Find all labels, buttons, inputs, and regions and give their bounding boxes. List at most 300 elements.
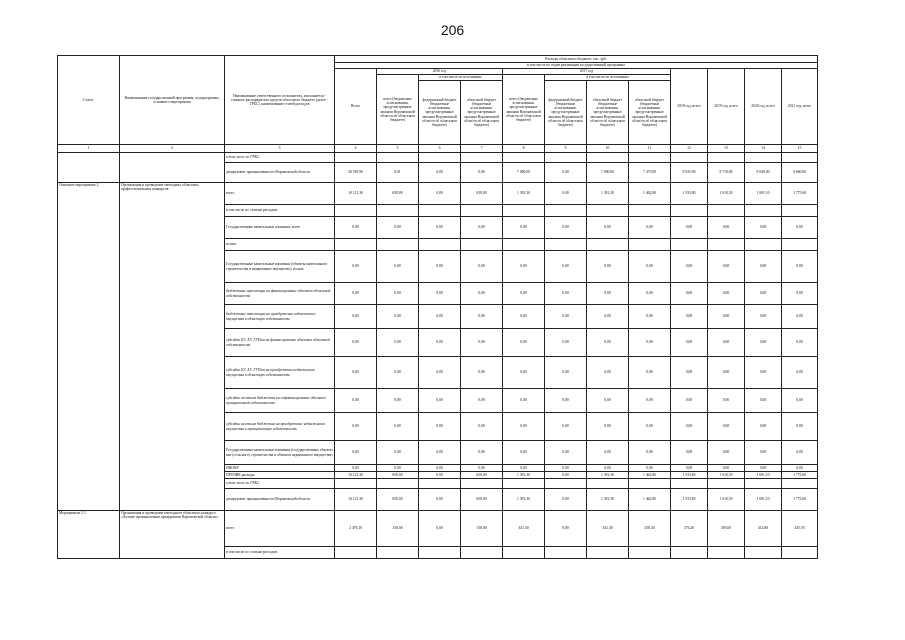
value-cell: 0,00 bbox=[782, 357, 818, 389]
value-cell: 1 610,50 bbox=[708, 489, 745, 511]
value-cell: 658,00 bbox=[377, 183, 419, 205]
value-cell: 0,00 bbox=[503, 329, 545, 357]
value-cell: 0,00 bbox=[419, 465, 461, 472]
table-row bbox=[58, 153, 818, 163]
value-cell: 0,00 bbox=[587, 465, 629, 472]
value-cell: 0,00 bbox=[419, 389, 461, 413]
value-cell: 0,00 bbox=[671, 357, 708, 389]
header-2016-fed: федеральный бюджет (бюджетные ассигнования, предусмотренные законом Воронежской области об областном бюджете) bbox=[419, 81, 461, 145]
value-cell: 0,00 bbox=[629, 283, 671, 305]
row-label: из них: bbox=[225, 239, 335, 251]
value-cell: 0,00 bbox=[503, 441, 545, 465]
value-cell: 0,00 bbox=[629, 389, 671, 413]
value-cell: 1 462,80 bbox=[629, 472, 671, 479]
value-cell bbox=[503, 479, 545, 489]
value-cell: 0,00 bbox=[629, 441, 671, 465]
value-cell: 0,00 bbox=[587, 251, 629, 283]
value-cell bbox=[587, 239, 629, 251]
header-2017-extra: областной бюджет (бюджетные ассигнования, предусмотренные законом Воронежской области об областном бюджете) bbox=[629, 81, 671, 145]
value-cell: 0,00 bbox=[745, 441, 782, 465]
column-number: 13 bbox=[708, 145, 745, 153]
value-cell: 1 533,80 bbox=[671, 472, 708, 479]
value-cell: 0,00 bbox=[503, 389, 545, 413]
header-program: Наименование государственной программы, подпрограммы, основного мероприятия bbox=[120, 56, 225, 145]
value-cell bbox=[377, 205, 419, 217]
table-row bbox=[58, 183, 818, 205]
value-cell bbox=[545, 479, 587, 489]
status-cell: Основное мероприятие 2 bbox=[58, 183, 120, 511]
value-cell: 376,20 bbox=[671, 511, 708, 547]
value-cell: 0,00 bbox=[419, 413, 461, 441]
value-cell: 0,00 bbox=[671, 251, 708, 283]
value-cell bbox=[745, 239, 782, 251]
value-cell: 9 040,00 bbox=[745, 163, 782, 183]
value-cell bbox=[671, 153, 708, 163]
value-cell: 0,00 bbox=[377, 441, 419, 465]
value-cell: 0,00 bbox=[587, 441, 629, 465]
value-cell bbox=[782, 205, 818, 217]
page-number: 206 bbox=[440, 22, 465, 38]
value-cell: 0,00 bbox=[545, 413, 587, 441]
value-cell: 0,00 bbox=[545, 305, 587, 329]
value-cell: 1 691,10 bbox=[745, 472, 782, 479]
row-label: Государственные капитальные вложения (объекты капитального строительства и недвижимое имущество), из них: bbox=[225, 251, 335, 283]
value-cell: 7 000,00 bbox=[503, 163, 545, 183]
value-cell: 1 691,10 bbox=[745, 489, 782, 511]
header-expenses-sub: в том числе по годам реализации государственной программы bbox=[335, 63, 818, 69]
value-cell: 0,00 bbox=[335, 251, 377, 283]
value-cell: 1 610,50 bbox=[708, 472, 745, 479]
header-status: Статус bbox=[58, 56, 120, 145]
value-cell: 0,00 bbox=[671, 389, 708, 413]
value-cell: 9 660,00 bbox=[782, 163, 818, 183]
value-cell: 0,00 bbox=[629, 251, 671, 283]
row-label: Государственные капитальные вложения, всего bbox=[225, 217, 335, 239]
value-cell: 0,00 bbox=[545, 183, 587, 205]
value-cell bbox=[782, 153, 818, 163]
value-cell bbox=[377, 479, 419, 489]
row-label: в том числе по статьям расходов: bbox=[225, 547, 335, 559]
value-cell bbox=[335, 153, 377, 163]
value-cell bbox=[419, 153, 461, 163]
value-cell: 1 462,80 bbox=[629, 489, 671, 511]
value-cell: 10 121,30 bbox=[335, 183, 377, 205]
value-cell: 0,00 bbox=[461, 305, 503, 329]
value-cell: 0,00 bbox=[782, 413, 818, 441]
row-label: всего bbox=[225, 511, 335, 547]
column-number: 12 bbox=[671, 145, 708, 153]
value-cell: 0,00 bbox=[587, 413, 629, 441]
column-number: 5 bbox=[377, 145, 419, 153]
value-cell: 0,00 bbox=[708, 413, 745, 441]
value-cell: 435,50 bbox=[782, 511, 818, 547]
value-cell bbox=[782, 547, 818, 559]
value-cell: 1 775,60 bbox=[782, 183, 818, 205]
value-cell: 0,00 bbox=[745, 413, 782, 441]
value-cell: 0,00 bbox=[335, 389, 377, 413]
row-label: департамент промышленности Воронежской области bbox=[225, 163, 335, 183]
value-cell: 0,00 bbox=[629, 357, 671, 389]
table-row bbox=[58, 511, 818, 547]
value-cell: 0,00 bbox=[629, 217, 671, 239]
value-cell: 0,00 bbox=[671, 441, 708, 465]
value-cell: 0,00 bbox=[503, 251, 545, 283]
value-cell: 0,00 bbox=[335, 441, 377, 465]
header-2017-obl: областной бюджет (бюджетные ассигнования, предусмотренные законом Воронежской области об областном бюджете) bbox=[587, 81, 629, 145]
program-cell: Организация и проведение ежегодного областного конкурса «Лучшее промышленное предприятие Воронежской области» bbox=[120, 511, 225, 559]
value-cell: 0,00 bbox=[708, 465, 745, 472]
column-number: 9 bbox=[545, 145, 587, 153]
value-cell: 1 775,60 bbox=[782, 472, 818, 479]
header-executor: Наименование ответственного исполнителя, исполнителя - главного распорядителя средств областного бюджета (далее - ГРБС), наименование статей расходов bbox=[225, 56, 335, 145]
value-cell: 1 462,80 bbox=[629, 183, 671, 205]
table-body bbox=[58, 153, 818, 559]
value-cell: 395,00 bbox=[708, 511, 745, 547]
value-cell: 0,00 bbox=[629, 465, 671, 472]
value-cell: 0,00 bbox=[419, 472, 461, 479]
value-cell: 0,00 bbox=[461, 283, 503, 305]
row-label: ПРОЧИЕ расходы bbox=[225, 472, 335, 479]
header-2016-total: всего (бюджетные ассигнования, предусмотренные законом Воронежской области об областном бюджете) bbox=[377, 75, 419, 145]
value-cell: 0,00 bbox=[708, 389, 745, 413]
value-cell: 1 391,30 bbox=[587, 489, 629, 511]
column-number: 8 bbox=[503, 145, 545, 153]
value-cell: 0,00 bbox=[503, 283, 545, 305]
value-cell bbox=[708, 205, 745, 217]
value-cell bbox=[708, 547, 745, 559]
value-cell bbox=[745, 479, 782, 489]
row-label: субсидии БУ, АУ, ГУПам на финансирование объектов областной собственности bbox=[225, 329, 335, 357]
value-cell: 0,01 bbox=[377, 163, 419, 183]
budget-table bbox=[57, 55, 818, 559]
value-cell: 0,00 bbox=[587, 283, 629, 305]
column-number: 10 bbox=[587, 145, 629, 153]
column-number: 1 bbox=[58, 145, 120, 153]
value-cell: 0,00 bbox=[545, 472, 587, 479]
value-cell: 0,00 bbox=[629, 413, 671, 441]
row-label: бюджетные инвестиции на финансирование объектов областной собственности bbox=[225, 283, 335, 305]
value-cell: 0,00 bbox=[708, 329, 745, 357]
value-cell: 358,30 bbox=[629, 511, 671, 547]
value-cell: 0,00 bbox=[745, 251, 782, 283]
value-cell bbox=[503, 547, 545, 559]
value-cell: 1 391,30 bbox=[587, 183, 629, 205]
value-cell bbox=[745, 153, 782, 163]
value-cell bbox=[377, 239, 419, 251]
value-cell: 0,00 bbox=[335, 283, 377, 305]
value-cell: 0,00 bbox=[545, 357, 587, 389]
value-cell: 0,00 bbox=[545, 511, 587, 547]
value-cell: 0,00 bbox=[461, 251, 503, 283]
value-cell: 0,00 bbox=[629, 329, 671, 357]
value-cell: 0,00 bbox=[782, 389, 818, 413]
value-cell bbox=[419, 239, 461, 251]
value-cell bbox=[377, 547, 419, 559]
value-cell: 0,00 bbox=[461, 389, 503, 413]
value-cell bbox=[419, 205, 461, 217]
value-cell: 0,00 bbox=[545, 441, 587, 465]
value-cell: 0,00 bbox=[671, 217, 708, 239]
value-cell: 2 479,10 bbox=[335, 511, 377, 547]
value-cell bbox=[335, 547, 377, 559]
value-cell: 0,00 bbox=[745, 283, 782, 305]
value-cell bbox=[545, 205, 587, 217]
value-cell: 0,00 bbox=[587, 329, 629, 357]
value-cell: 8 035,90 bbox=[671, 163, 708, 183]
value-cell: 0,00 bbox=[745, 305, 782, 329]
column-number: 15 bbox=[782, 145, 818, 153]
value-cell: 0,00 bbox=[545, 389, 587, 413]
value-cell: 0,00 bbox=[629, 305, 671, 329]
value-cell bbox=[708, 153, 745, 163]
value-cell bbox=[545, 239, 587, 251]
value-cell: 0,00 bbox=[503, 217, 545, 239]
column-number: 11 bbox=[629, 145, 671, 153]
value-cell: 0,00 bbox=[782, 283, 818, 305]
value-cell: 658,00 bbox=[377, 489, 419, 511]
value-cell: 0,00 bbox=[782, 465, 818, 472]
value-cell: 0,00 bbox=[671, 413, 708, 441]
value-cell: 0,00 bbox=[503, 305, 545, 329]
value-cell: 658,00 bbox=[461, 183, 503, 205]
row-label: бюджетные инвестиции на приобретение недвижимого имущества в областную собственность bbox=[225, 305, 335, 329]
value-cell: 0,00 bbox=[419, 511, 461, 547]
value-cell: 0,00 bbox=[377, 413, 419, 441]
row-label: департамент промышленности Воронежской области bbox=[225, 489, 335, 511]
value-cell: 0,00 bbox=[419, 283, 461, 305]
value-cell bbox=[545, 547, 587, 559]
value-cell bbox=[377, 153, 419, 163]
value-cell bbox=[545, 153, 587, 163]
header-year-2017: 2017 год bbox=[503, 69, 671, 75]
value-cell: 0,00 bbox=[782, 441, 818, 465]
column-number: 4 bbox=[335, 145, 377, 153]
row-label: субсидии местным бюджетам на приобретение недвижимого имущества в муниципальную собственность bbox=[225, 413, 335, 441]
header-2021: 2021 год, всего bbox=[782, 69, 818, 145]
status-cell bbox=[58, 153, 120, 183]
row-label: в том числе по ГРБС: bbox=[225, 479, 335, 489]
value-cell: 0,00 bbox=[545, 283, 587, 305]
value-cell: 0,00 bbox=[503, 413, 545, 441]
value-cell bbox=[503, 205, 545, 217]
header-2016-obl: областной бюджет (бюджетные ассигнования, предусмотренные законом Воронежской области об областном бюджете) bbox=[461, 81, 503, 145]
value-cell: 0,00 bbox=[587, 389, 629, 413]
column-number: 6 bbox=[419, 145, 461, 153]
value-cell bbox=[461, 205, 503, 217]
value-cell bbox=[671, 239, 708, 251]
value-cell: 0,00 bbox=[708, 441, 745, 465]
status-cell: Мероприятие 2.1 bbox=[58, 511, 120, 559]
value-cell bbox=[503, 153, 545, 163]
value-cell: 0,00 bbox=[419, 163, 461, 183]
value-cell bbox=[461, 239, 503, 251]
value-cell: 0,00 bbox=[671, 465, 708, 472]
program-cell: Организация и проведение ежегодных областных профессиональных конкурсов bbox=[120, 183, 225, 511]
value-cell: 1 391,30 bbox=[503, 489, 545, 511]
value-cell bbox=[587, 479, 629, 489]
value-cell: 0,00 bbox=[545, 251, 587, 283]
value-cell: 158,00 bbox=[377, 511, 419, 547]
value-cell: 414,80 bbox=[745, 511, 782, 547]
value-cell bbox=[335, 239, 377, 251]
value-cell: 0,00 bbox=[745, 465, 782, 472]
value-cell bbox=[708, 239, 745, 251]
value-cell: 0,00 bbox=[503, 465, 545, 472]
value-cell: 7 475,00 bbox=[629, 163, 671, 183]
value-cell: 0,00 bbox=[461, 465, 503, 472]
value-cell: 0,00 bbox=[708, 283, 745, 305]
value-cell: 0,00 bbox=[335, 329, 377, 357]
value-cell bbox=[461, 479, 503, 489]
row-label: НИОКР bbox=[225, 465, 335, 472]
column-numbers-row bbox=[58, 145, 818, 153]
value-cell bbox=[419, 479, 461, 489]
value-cell: 0,00 bbox=[335, 217, 377, 239]
header-year-2016: 2016 год bbox=[377, 69, 503, 75]
value-cell: 0,00 bbox=[377, 251, 419, 283]
value-cell bbox=[671, 205, 708, 217]
value-cell: 0,00 bbox=[419, 217, 461, 239]
value-cell bbox=[419, 547, 461, 559]
row-label: субсидии местным бюджетам на софинансирование объектов муниципальной собственности bbox=[225, 389, 335, 413]
header-2017-fed: федеральный бюджет (бюджетные ассигнования, предусмотренные законом Воронежской области об областном бюджете) bbox=[545, 81, 587, 145]
value-cell: 0,00 bbox=[671, 305, 708, 329]
value-cell: 1 533,80 bbox=[671, 183, 708, 205]
value-cell: 0,00 bbox=[782, 251, 818, 283]
value-cell: 1 775,60 bbox=[782, 489, 818, 511]
value-cell bbox=[587, 205, 629, 217]
value-cell: 0,00 bbox=[335, 357, 377, 389]
value-cell: 658,00 bbox=[377, 472, 419, 479]
header-expenses-title: Расходы областного бюджета, тыс. руб. bbox=[335, 56, 818, 63]
value-cell: 0,00 bbox=[419, 251, 461, 283]
value-cell: 0,00 bbox=[782, 305, 818, 329]
value-cell: 158,00 bbox=[461, 511, 503, 547]
value-cell: 1 391,30 bbox=[503, 183, 545, 205]
value-cell: 0,00 bbox=[419, 305, 461, 329]
value-cell: 0,00 bbox=[745, 357, 782, 389]
value-cell: 1 391,30 bbox=[503, 472, 545, 479]
value-cell: 0,00 bbox=[745, 389, 782, 413]
value-cell bbox=[629, 153, 671, 163]
value-cell bbox=[671, 547, 708, 559]
value-cell: 0,00 bbox=[671, 283, 708, 305]
value-cell: 0,00 bbox=[419, 489, 461, 511]
row-label: субсидии БУ, АУ, ГУПам на приобретение недвижимого имущества в областную собственность bbox=[225, 357, 335, 389]
value-cell: 0,00 bbox=[419, 183, 461, 205]
value-cell: 0,00 bbox=[587, 357, 629, 389]
program-cell bbox=[120, 153, 225, 183]
value-cell bbox=[782, 479, 818, 489]
value-cell: 658,00 bbox=[461, 489, 503, 511]
value-cell: 0,00 bbox=[671, 329, 708, 357]
header-2017-total: всего (бюджетные ассигнования, предусмотренные законом Воронежской области об областном бюджете) bbox=[503, 75, 545, 145]
value-cell: 0,00 bbox=[782, 329, 818, 357]
value-cell bbox=[503, 239, 545, 251]
header-2018: 2018 год, всего bbox=[671, 69, 708, 145]
value-cell: 658,00 bbox=[461, 472, 503, 479]
header-2016-sources: в том числе по источникам bbox=[419, 75, 503, 81]
value-cell bbox=[671, 479, 708, 489]
header-total: Всего bbox=[335, 69, 377, 145]
value-cell bbox=[629, 205, 671, 217]
row-label: в том числе по статьям расходов: bbox=[225, 205, 335, 217]
value-cell: 0,00 bbox=[745, 329, 782, 357]
value-cell bbox=[708, 479, 745, 489]
value-cell: 7 000,00 bbox=[587, 163, 629, 183]
value-cell: 0,00 bbox=[545, 489, 587, 511]
column-number: 7 bbox=[461, 145, 503, 153]
value-cell: 0,00 bbox=[461, 329, 503, 357]
table-header bbox=[58, 56, 818, 153]
value-cell: 0,00 bbox=[377, 329, 419, 357]
value-cell: 341,30 bbox=[503, 511, 545, 547]
value-cell bbox=[587, 153, 629, 163]
row-label: всего bbox=[225, 183, 335, 205]
value-cell bbox=[745, 205, 782, 217]
value-cell bbox=[587, 547, 629, 559]
row-label: в том числе по ГРБС: bbox=[225, 153, 335, 163]
value-cell: 1 691,10 bbox=[745, 183, 782, 205]
column-number: 3 bbox=[225, 145, 335, 153]
value-cell: 0,00 bbox=[377, 389, 419, 413]
value-cell: 0,00 bbox=[782, 217, 818, 239]
value-cell: 0,00 bbox=[461, 357, 503, 389]
value-cell: 1 391,30 bbox=[587, 472, 629, 479]
value-cell: 0,00 bbox=[545, 217, 587, 239]
row-label: Государственные капитальные вложения (государственные объекты вне (сельского) строительства и объектов недвижимого имущества) bbox=[225, 441, 335, 465]
value-cell bbox=[461, 547, 503, 559]
value-cell: 0,00 bbox=[708, 217, 745, 239]
value-cell: 30 919,90 bbox=[335, 163, 377, 183]
value-cell: 0,00 bbox=[545, 163, 587, 183]
value-cell: 0,00 bbox=[335, 413, 377, 441]
value-cell: 0,00 bbox=[708, 357, 745, 389]
value-cell bbox=[629, 479, 671, 489]
value-cell: 0,00 bbox=[745, 217, 782, 239]
value-cell: 1 533,80 bbox=[671, 489, 708, 511]
value-cell: 0,00 bbox=[461, 441, 503, 465]
value-cell: 0,00 bbox=[461, 163, 503, 183]
value-cell: 0,00 bbox=[503, 357, 545, 389]
value-cell: 0,00 bbox=[419, 329, 461, 357]
value-cell bbox=[335, 479, 377, 489]
value-cell: 0,00 bbox=[335, 465, 377, 472]
value-cell: 1 610,50 bbox=[708, 183, 745, 205]
value-cell bbox=[782, 239, 818, 251]
value-cell: 0,00 bbox=[377, 357, 419, 389]
value-cell: 0,00 bbox=[545, 465, 587, 472]
value-cell: 341,30 bbox=[587, 511, 629, 547]
value-cell: 0,00 bbox=[419, 441, 461, 465]
value-cell: 0,00 bbox=[377, 217, 419, 239]
value-cell bbox=[461, 153, 503, 163]
column-number: 14 bbox=[745, 145, 782, 153]
value-cell bbox=[745, 547, 782, 559]
value-cell: 8 710,00 bbox=[708, 163, 745, 183]
value-cell: 0,00 bbox=[377, 283, 419, 305]
value-cell: 0,00 bbox=[419, 357, 461, 389]
value-cell bbox=[629, 547, 671, 559]
value-cell: 0,00 bbox=[461, 413, 503, 441]
header-2017-sources: в том числе по источникам bbox=[545, 75, 671, 81]
value-cell bbox=[335, 205, 377, 217]
header-2019: 2019 год, всего bbox=[708, 69, 745, 145]
value-cell: 0,00 bbox=[587, 305, 629, 329]
value-cell: 0,00 bbox=[461, 217, 503, 239]
value-cell: 10 121,30 bbox=[335, 489, 377, 511]
value-cell: 0,00 bbox=[377, 305, 419, 329]
